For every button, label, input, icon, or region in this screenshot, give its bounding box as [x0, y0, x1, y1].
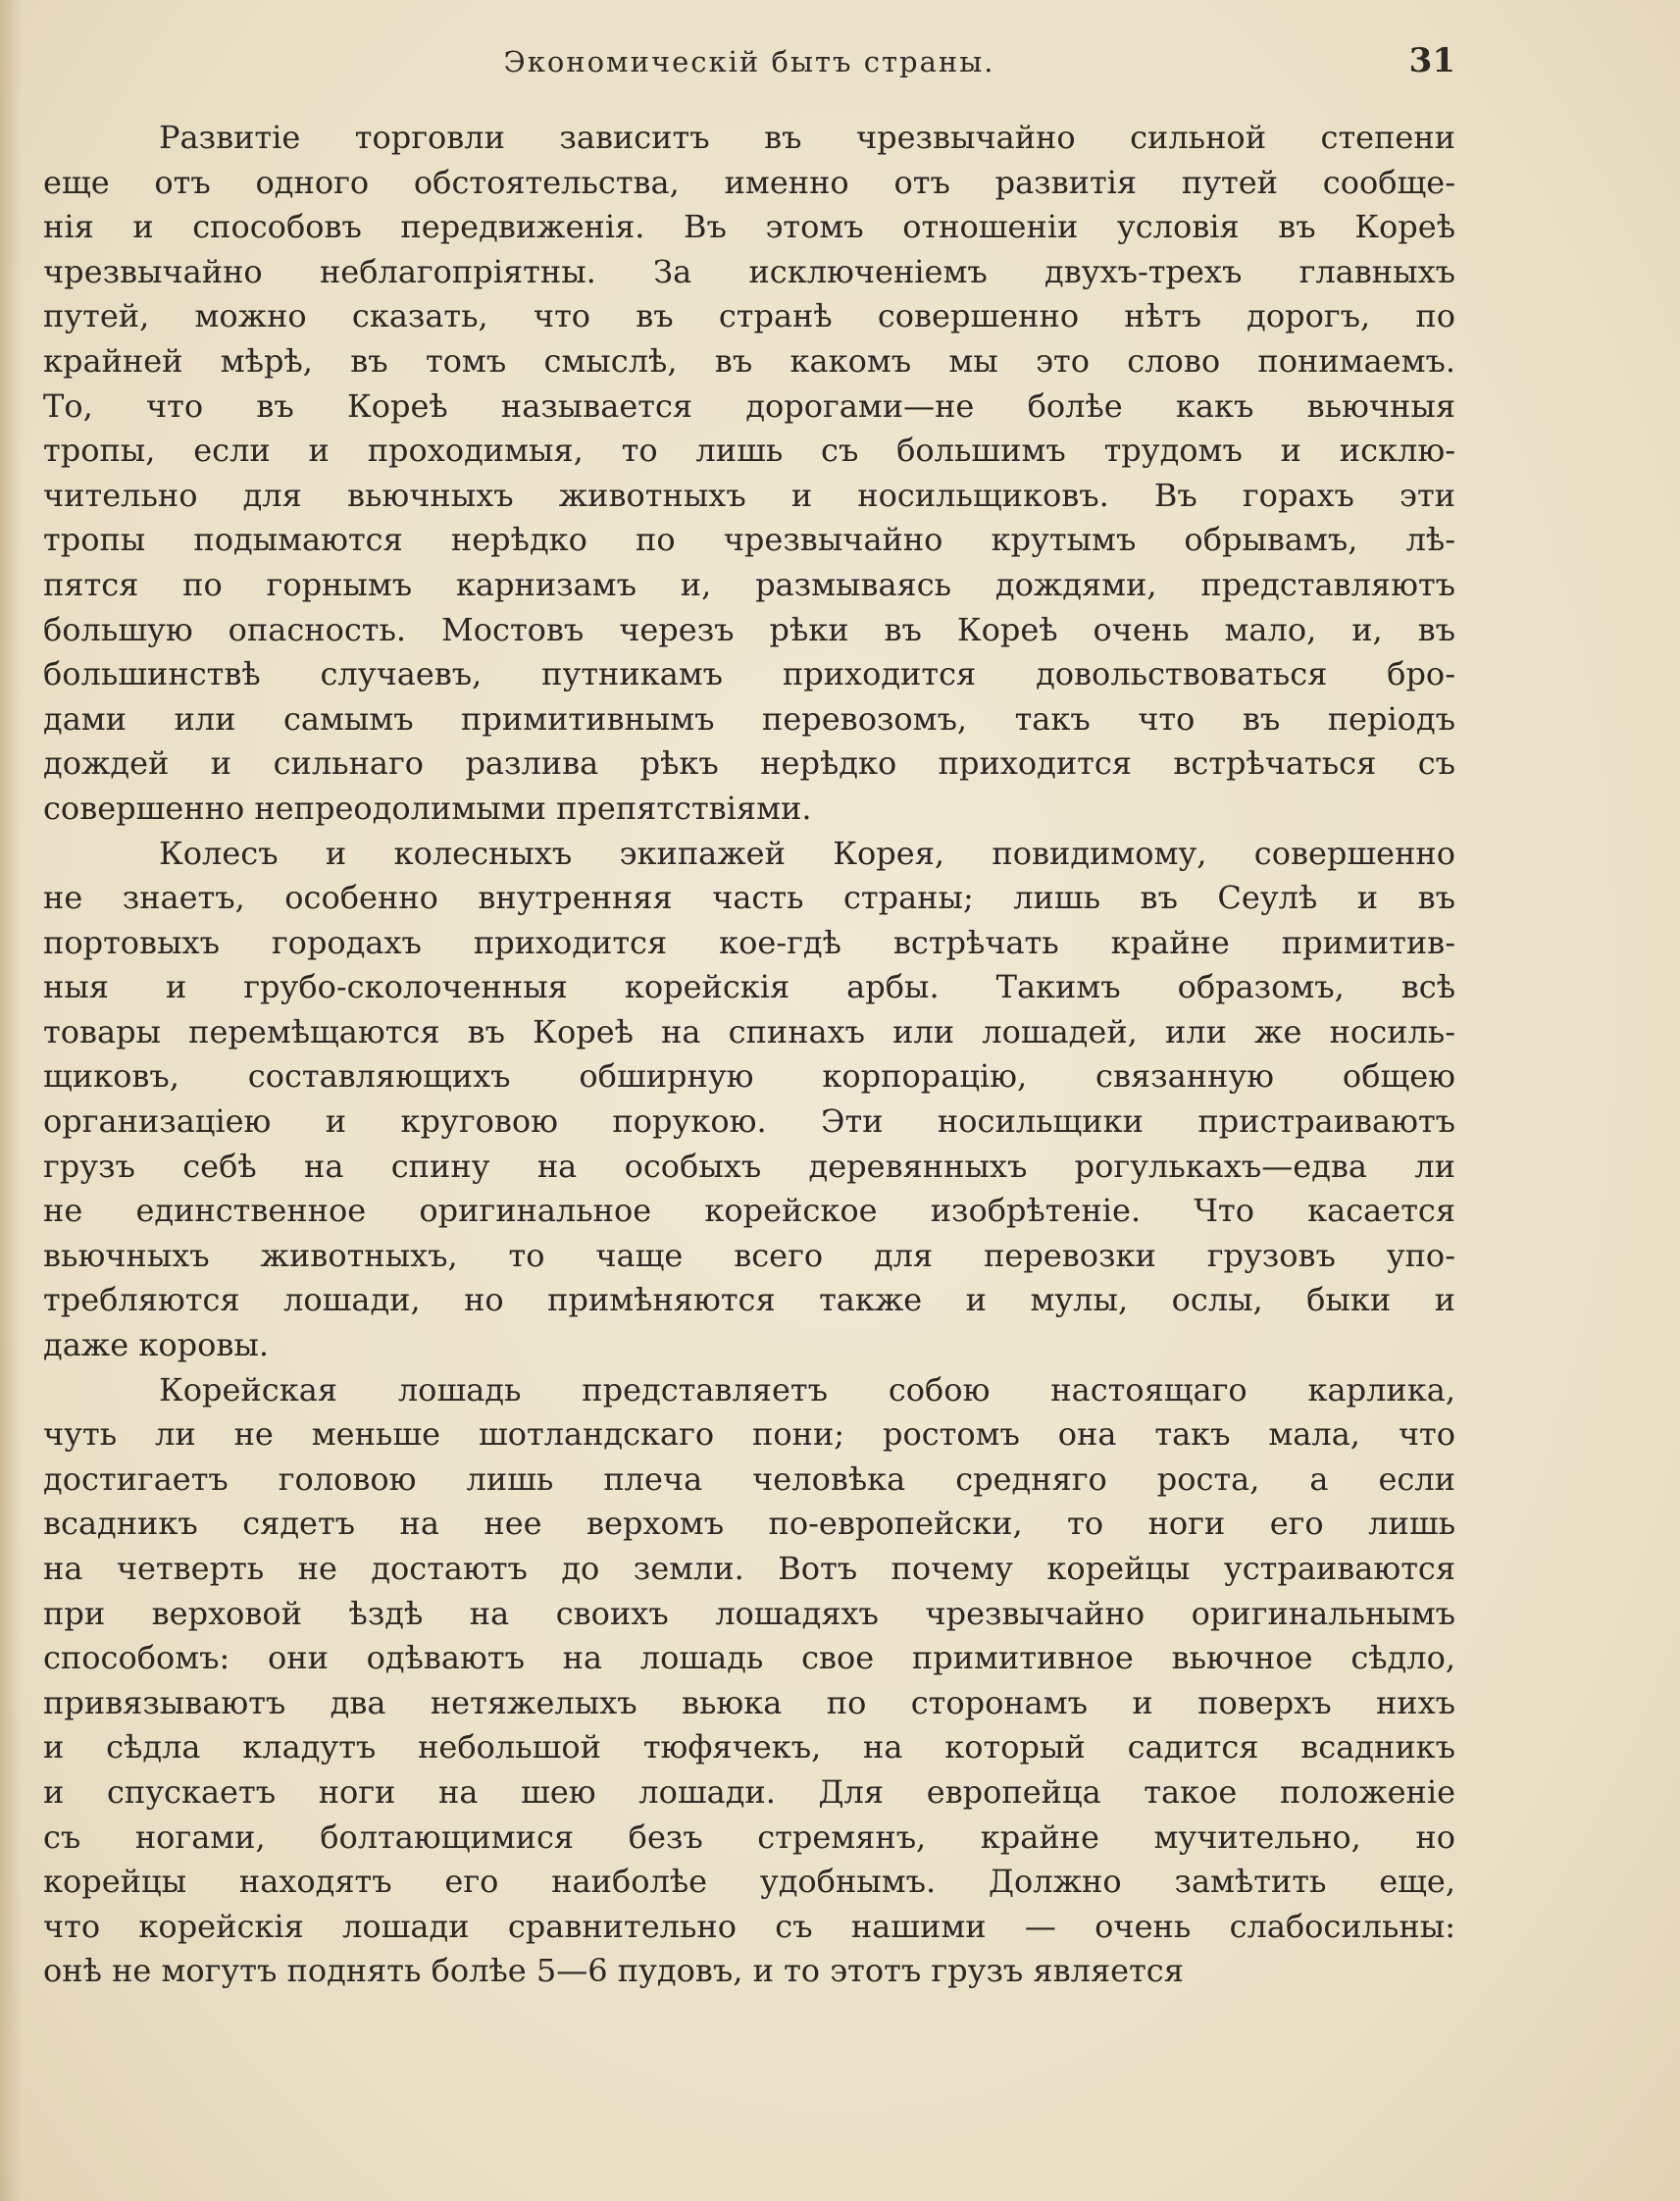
- text-line: Развитіе торговли зависитъ въ чрезвычайно сильной степени: [159, 119, 1455, 156]
- text-line: достигаетъ головою лишь плеча человѣка средняго роста, а если: [43, 1459, 1455, 1498]
- text-line: организаціею и круговою порукою. Эти носильщики пристраиваютъ: [43, 1102, 1455, 1141]
- text-line: большинствѣ случаевъ, путникамъ приходится довольствоваться бро-: [43, 655, 1455, 693]
- text-line: Колесъ и колесныхъ экипажей Корея, повидимому, совершенно: [159, 834, 1455, 872]
- text-line: и спускаетъ ноги на шею лошади. Для европейца такое положеніе: [43, 1772, 1455, 1811]
- text-line: То, что въ Кореѣ называется дорогами—не болѣе какъ вьючныя: [43, 386, 1455, 425]
- text-line: щиковъ, составляющихъ обширную корпорацію, связанную общею: [43, 1057, 1455, 1096]
- text-line: еще отъ одного обстоятельства, именно отъ развитія путей сообще-: [43, 163, 1455, 201]
- text-line: что корейскія лошади сравнительно съ нашими — очень слабосильны:: [43, 1907, 1455, 1945]
- text-line: большую опасность. Мостовъ черезъ рѣки въ Кореѣ очень мало, и, въ: [43, 610, 1455, 648]
- page-edge-shadow: [0, 0, 22, 2201]
- text-line: ныя и грубо-сколоченныя корейскія арбы. Такимъ образомъ, всѣ: [43, 968, 1455, 1006]
- text-line: требляются лошади, но примѣняются также и мулы, ослы, быки и: [43, 1281, 1455, 1319]
- page-number: 31: [1408, 41, 1455, 80]
- text-line: на четверть не достаютъ до земли. Вотъ почему корейцы устраиваются: [43, 1550, 1455, 1587]
- text-line: крайней мѣрѣ, въ томъ смыслѣ, въ какомъ мы это слово понимаемъ.: [43, 341, 1455, 380]
- text-line: грузъ себѣ на спину на особыхъ деревянныхъ рогулькахъ—едва ли: [43, 1147, 1455, 1185]
- text-line: тропы, если и проходимыя, то лишь съ большимъ трудомъ и исклю-: [43, 432, 1455, 470]
- text-line: онѣ не могутъ поднять болѣе 5—6 пудовъ, и то этотъ грузъ является: [43, 1952, 1184, 1990]
- text-line: пятся по горнымъ карнизамъ и, размываясь дождями, представляютъ: [43, 565, 1455, 603]
- text-line: чрезвычайно неблагопріятны. За исключеніемъ двухъ-трехъ главныхъ: [43, 252, 1455, 290]
- text-line: привязываютъ два нетяжелыхъ вьюка по сторонамъ и поверхъ нихъ: [43, 1683, 1455, 1721]
- text-line: чуть ли не меньше шотландскаго пони; ростомъ она такъ мала, что: [43, 1415, 1455, 1454]
- text-line: дождей и сильнаго разлива рѣкъ нерѣдко приходится встрѣчаться съ: [43, 744, 1455, 783]
- text-line: съ ногами, болтающимися безъ стремянъ, крайне мучительно, но: [43, 1817, 1455, 1856]
- text-line: даже коровы.: [43, 1326, 269, 1364]
- text-line: товары перемѣщаются въ Кореѣ на спинахъ или лошадей, или же носиль-: [43, 1012, 1455, 1050]
- text-line: способомъ: они одѣваютъ на лошадь свое примитивное вьючное сѣдло,: [43, 1639, 1455, 1677]
- text-line: при верховой ѣздѣ на своихъ лошадяхъ чрезвычайно оригинальнымъ: [43, 1594, 1455, 1632]
- running-title: Экономическій бытъ страны.: [503, 45, 995, 78]
- text-line: вьючныхъ животныхъ, то чаще всего для перевозки грузовъ упо-: [43, 1236, 1455, 1274]
- text-line: совершенно непреодолимыми препятствіями.: [43, 789, 812, 827]
- text-line: не единственное оригинальное корейское изобрѣтеніе. Что касается: [43, 1192, 1455, 1230]
- text-line: корейцы находятъ его наиболѣе удобнымъ. Должно замѣтить еще,: [43, 1863, 1455, 1901]
- text-line: путей, можно сказать, что въ странѣ совершенно нѣтъ дорогъ, по: [43, 297, 1455, 335]
- text-line: дами или самымъ примитивнымъ перевозомъ, такъ что въ періодъ: [43, 699, 1455, 738]
- paragraph: [43, 1368, 1455, 1994]
- text-line: тропы подымаются нерѣдко по чрезвычайно крутымъ обрывамъ, лѣ-: [43, 521, 1455, 559]
- running-head: [43, 41, 1455, 92]
- text-line: не знаетъ, особенно внутренняя часть страны; лишь въ Сеулѣ и въ: [43, 879, 1455, 917]
- text-line: нія и способовъ передвиженія. Въ этомъ отношеніи условія въ Кореѣ: [43, 208, 1455, 246]
- paragraph: [43, 832, 1455, 1368]
- paragraph: [43, 116, 1455, 832]
- text-line: всадникъ сядетъ на нее верхомъ по-европейски, то ноги его лишь: [43, 1505, 1455, 1543]
- text-line: Корейская лошадь представляетъ собою настоящаго карлика,: [159, 1370, 1455, 1408]
- body-text: [43, 116, 1455, 1994]
- text-line: портовыхъ городахъ приходится кое-гдѣ встрѣчать крайне примитив-: [43, 923, 1455, 961]
- text-line: и сѣдла кладутъ небольшой тюфячекъ, на который садится всадникъ: [43, 1728, 1455, 1766]
- text-line: чительно для вьючныхъ животныхъ и носильщиковъ. Въ горахъ эти: [43, 476, 1455, 514]
